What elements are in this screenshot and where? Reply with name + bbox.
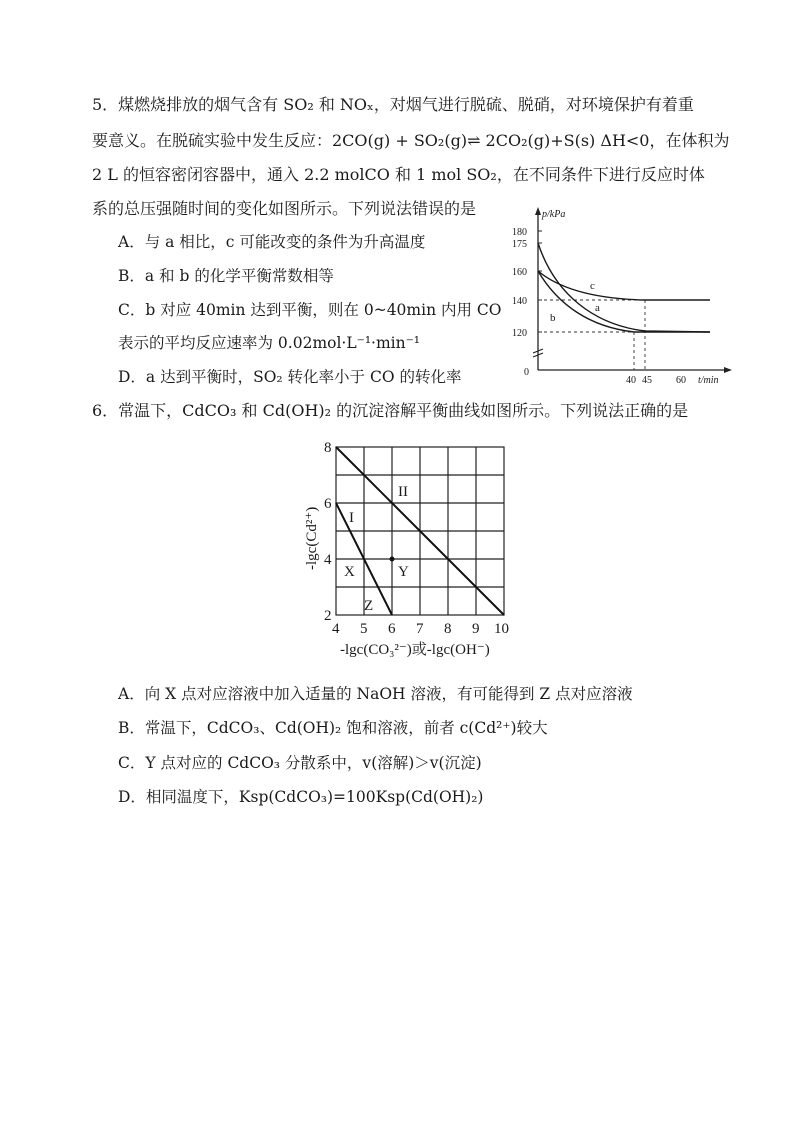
q5-stem-line-2: 要意义。在脱硫实验中发生反应：2CO(g) + SO₂(g)⇌ 2CO₂(g)+S(s) ΔH<0，在体积为 (92, 131, 730, 150)
y-label: p/kPa (542, 209, 566, 220)
y-tick-label-180: 180 (512, 227, 527, 238)
q5-option-c-line-1: C．b 对应 40min 达到平衡，则在 0~40min 内用 CO (118, 301, 502, 319)
x-tick-label-4: 4 (332, 621, 340, 637)
x-tick-label-8: 8 (444, 621, 452, 637)
curve-b-label: b (550, 312, 556, 324)
point-x-label: X (344, 564, 355, 580)
y-tick-label-160: 160 (512, 267, 527, 278)
q6-option-a: A．向 X 点对应溶液中加入适量的 NaOH 溶液，有可能得到 Z 点对应溶液 (118, 685, 633, 703)
region-label-i: I (349, 510, 354, 526)
q6-stem: 6．常温下，CdCO₃ 和 Cd(OH)₂ 的沉淀溶解平衡曲线如图所示。下列说法正确的是 (92, 401, 689, 420)
q5-stem-line-1: 5．煤燃烧排放的烟气含有 SO₂ 和 NOₓ，对烟气进行脱硫、脱硝，对环境保护有着重 (92, 95, 694, 114)
y-axis-label: -lgc(Cd²⁺) (304, 506, 320, 570)
y-axis-arrow (535, 207, 541, 215)
x-axis-arrow (724, 367, 732, 373)
x-tick-label-7: 7 (416, 621, 424, 637)
q5-option-a: A．与 a 相比，c 可能改变的条件为升高温度 (118, 233, 426, 251)
curve-c (538, 271, 710, 300)
x-tick-label-40: 40 (626, 375, 636, 386)
curve-c-label: c (590, 280, 595, 292)
y-tick-label-4: 4 (324, 552, 332, 568)
q6-option-b: B．常温下，CdCO₃、Cd(OH)₂ 饱和溶液，前者 c(Cd²⁺)较大 (118, 719, 548, 737)
curve-a-label: a (595, 302, 600, 314)
q5-stem-line-3: 2 L 的恒容密闭容器中，通入 2.2 molCO 和 1 mol SO₂，在不同条件下进行反应时体 (92, 165, 705, 184)
x-tick-label-45: 45 (642, 375, 652, 386)
x-tick-label-9: 9 (472, 621, 480, 637)
y-tick-label-140: 140 (512, 296, 527, 307)
curve-a (538, 243, 710, 332)
region-label-ii: II (398, 484, 408, 500)
x-axis-label: -lgc(CO₃²⁻)或-lgc(OH⁻) (340, 642, 490, 658)
point-y-label: Y (398, 564, 409, 580)
x-tick-label-6: 6 (388, 621, 396, 637)
q5-stem-line-4: 系的总压强随时间的变化如图所示。下列说法错误的是 (92, 199, 477, 218)
q5-option-c-line-2: 表示的平均反应速率为 0.02mol·L⁻¹·min⁻¹ (118, 334, 421, 352)
q5-option-d: D．a 达到平衡时，SO₂ 转化率小于 CO 的转化率 (118, 368, 462, 386)
cd-equilibrium-chart (296, 432, 526, 662)
point-y (390, 557, 395, 562)
pressure-time-chart (500, 205, 740, 390)
origin-label: 0 (524, 367, 529, 378)
x-tick-label-60: 60 (676, 375, 686, 386)
y-tick-label-8: 8 (324, 440, 332, 456)
x-tick-label-10: 10 (494, 621, 509, 637)
x-label: t/min (698, 375, 719, 386)
y-tick-label-120: 120 (512, 328, 527, 339)
y-tick-label-175: 175 (512, 239, 527, 250)
q6-option-d: D．相同温度下，Ksp(CdCO₃)=100Ksp(Cd(OH)₂) (118, 788, 484, 806)
x-tick-label-5: 5 (360, 621, 368, 637)
y-tick-label-6: 6 (324, 496, 332, 512)
curve-b (538, 271, 710, 332)
q5-option-b: B．a 和 b 的化学平衡常数相等 (118, 267, 334, 285)
q6-option-c: C．Y 点对应的 CdCO₃ 分散系中，v(溶解)＞v(沉淀) (118, 754, 482, 772)
y-tick-label-2: 2 (324, 608, 332, 624)
point-z-label: Z (364, 598, 374, 614)
